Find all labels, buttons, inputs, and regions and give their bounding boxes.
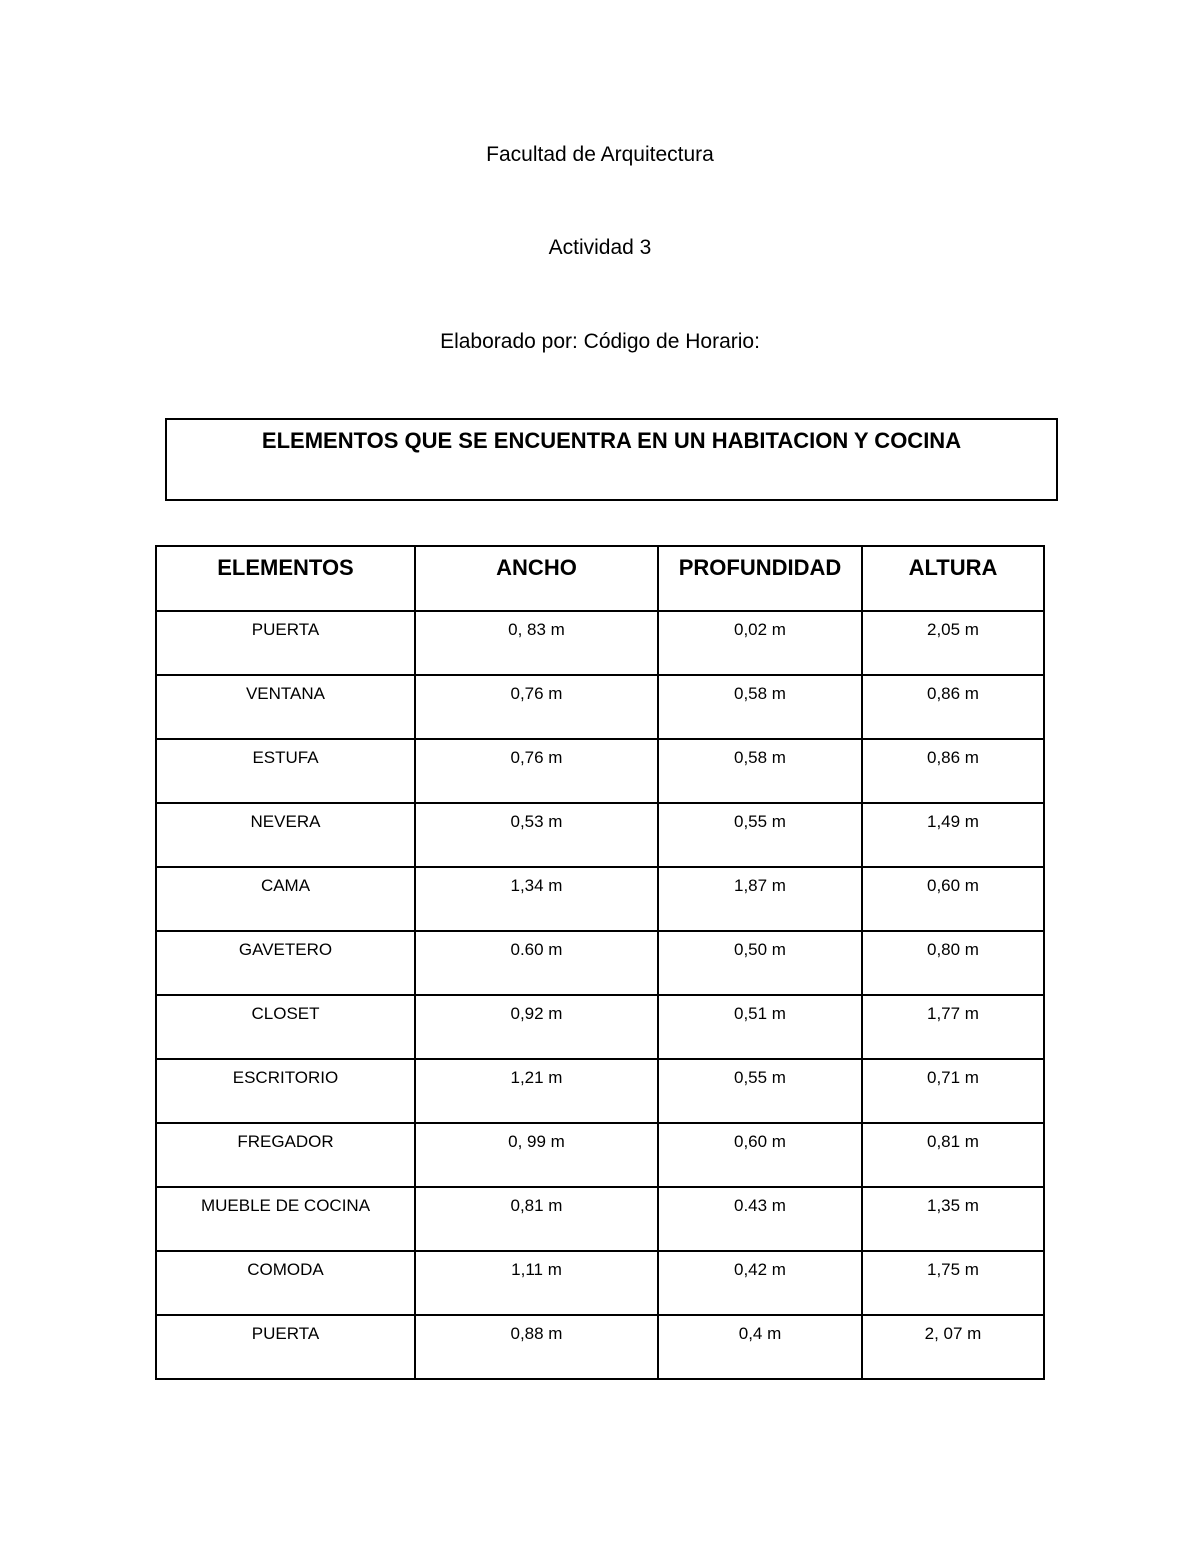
cell-element: COMODA [156, 1251, 415, 1315]
cell-element: MUEBLE DE COCINA [156, 1187, 415, 1251]
section-banner [165, 418, 1058, 501]
cell-height: 2, 07 m [862, 1315, 1044, 1379]
table-row [156, 1187, 1044, 1251]
table-row [156, 1315, 1044, 1379]
cell-element: NEVERA [156, 803, 415, 867]
cell-height: 0,86 m [862, 675, 1044, 739]
cell-width: 0, 99 m [415, 1123, 658, 1187]
cell-height: 0,86 m [862, 739, 1044, 803]
cell-depth: 0,55 m [658, 1059, 862, 1123]
cell-depth: 0,4 m [658, 1315, 862, 1379]
cell-height: 0,80 m [862, 931, 1044, 995]
cell-height: 0,60 m [862, 867, 1044, 931]
cell-width: 0, 83 m [415, 611, 658, 675]
cell-height: 1,77 m [862, 995, 1044, 1059]
cell-width: 0,81 m [415, 1187, 658, 1251]
table-row [156, 995, 1044, 1059]
cell-element: ESCRITORIO [156, 1059, 415, 1123]
cell-depth: 0,50 m [658, 931, 862, 995]
cell-depth: 0.43 m [658, 1187, 862, 1251]
cell-height: 2,05 m [862, 611, 1044, 675]
table-header-row [156, 546, 1044, 611]
cell-depth: 0,51 m [658, 995, 862, 1059]
cell-element: FREGADOR [156, 1123, 415, 1187]
cell-height: 0,81 m [862, 1123, 1044, 1187]
cell-depth: 0,58 m [658, 739, 862, 803]
activity-title: Actividad 3 [548, 236, 652, 259]
cell-width: 0.60 m [415, 931, 658, 995]
cell-depth: 0,02 m [658, 611, 862, 675]
table-row [156, 867, 1044, 931]
cell-height: 1,35 m [862, 1187, 1044, 1251]
cell-depth: 0,42 m [658, 1251, 862, 1315]
cell-element: PUERTA [156, 1315, 415, 1379]
cell-depth: 0,58 m [658, 675, 862, 739]
cell-element: PUERTA [156, 611, 415, 675]
cell-width: 0,76 m [415, 675, 658, 739]
header-profundidad: PROFUNDIDAD [658, 546, 862, 611]
cell-width: 0,53 m [415, 803, 658, 867]
cell-width: 1,34 m [415, 867, 658, 931]
cell-element: GAVETERO [156, 931, 415, 995]
table-row [156, 1059, 1044, 1123]
table-row [156, 803, 1044, 867]
header-elementos: ELEMENTOS [156, 546, 415, 611]
cell-element: CLOSET [156, 995, 415, 1059]
cell-width: 0,76 m [415, 739, 658, 803]
cell-element: ESTUFA [156, 739, 415, 803]
table-row [156, 931, 1044, 995]
cell-width: 0,92 m [415, 995, 658, 1059]
cell-element: CAMA [156, 867, 415, 931]
header-ancho: ANCHO [415, 546, 658, 611]
table-row [156, 739, 1044, 803]
cell-depth: 0,60 m [658, 1123, 862, 1187]
cell-depth: 0,55 m [658, 803, 862, 867]
table-row [156, 675, 1044, 739]
measurements-table [155, 545, 1045, 1380]
cell-width: 0,88 m [415, 1315, 658, 1379]
cell-height: 0,71 m [862, 1059, 1044, 1123]
header-altura: ALTURA [862, 546, 1044, 611]
table-row [156, 1251, 1044, 1315]
author-line: Elaborado por: Código de Horario: [440, 330, 760, 353]
cell-height: 1,49 m [862, 803, 1044, 867]
cell-element: VENTANA [156, 675, 415, 739]
cell-depth: 1,87 m [658, 867, 862, 931]
faculty-title: Facultad de Arquitectura [486, 143, 714, 166]
cell-width: 1,11 m [415, 1251, 658, 1315]
table-row [156, 1123, 1044, 1187]
banner-title: ELEMENTOS QUE SE ENCUENTRA EN UN HABITACION Y COCINA [261, 428, 962, 453]
cell-width: 1,21 m [415, 1059, 658, 1123]
cell-height: 1,75 m [862, 1251, 1044, 1315]
table-row [156, 611, 1044, 675]
